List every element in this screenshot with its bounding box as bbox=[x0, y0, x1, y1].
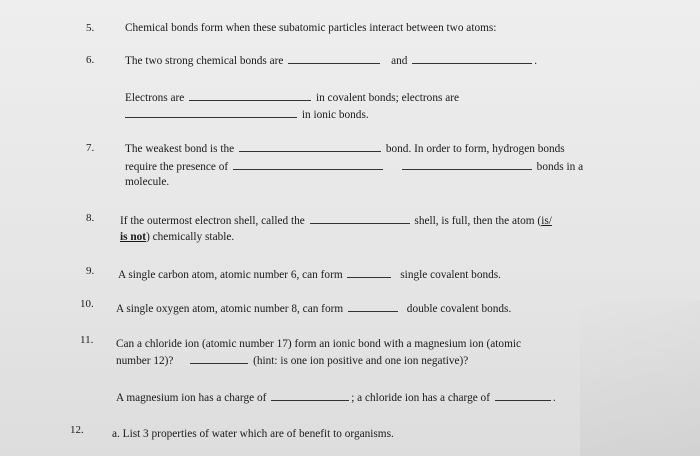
choice-is-not[interactable]: is not bbox=[120, 231, 147, 243]
answer-blank[interactable] bbox=[233, 160, 383, 170]
question-text: A single carbon atom, atomic number 6, can form bbox=[118, 269, 343, 281]
question-number: 12. bbox=[70, 424, 84, 436]
question-line bbox=[118, 268, 501, 282]
question-text: A magnesium ion has a charge of bbox=[116, 392, 267, 404]
answer-blank[interactable] bbox=[189, 91, 311, 101]
question-text: bond. In order to form, hydrogen bonds bbox=[385, 143, 565, 155]
question-text: Can a chloride ion (atomic number 17) form an ionic bond with a magnesium ion (atomic bbox=[116, 338, 522, 350]
question-text: (hint: is one ion positive and one ion negative)? bbox=[253, 355, 469, 367]
question-text: . bbox=[552, 392, 556, 404]
answer-blank[interactable] bbox=[347, 268, 391, 278]
question-text: in covalent bonds; electrons are bbox=[315, 92, 459, 104]
question-text: . bbox=[534, 55, 538, 67]
answer-blank[interactable] bbox=[348, 302, 398, 312]
choice-is[interactable]: is/ bbox=[541, 215, 552, 227]
answer-blank[interactable] bbox=[310, 214, 410, 224]
question-text: molecule. bbox=[125, 176, 170, 188]
page-shadow bbox=[580, 300, 700, 456]
question-text: A single oxygen atom, atomic number 8, can form bbox=[116, 303, 344, 315]
question-text: require the presence of bbox=[125, 161, 229, 173]
answer-blank[interactable] bbox=[125, 108, 297, 118]
question-text: a. List 3 properties of water which are of benefit to organisms. bbox=[112, 428, 394, 440]
question-number: 10. bbox=[80, 298, 94, 310]
question-number: 9. bbox=[86, 265, 95, 277]
question-text: ) chemically stable. bbox=[146, 231, 235, 243]
question-text: ; a chloride ion has a charge of bbox=[351, 392, 490, 404]
question-line bbox=[120, 231, 234, 244]
question-text: If the outermost electron shell, called the bbox=[120, 215, 305, 227]
question-number: 8. bbox=[86, 212, 95, 224]
answer-blank[interactable] bbox=[271, 391, 349, 401]
question-number: 11. bbox=[80, 334, 94, 346]
question-line bbox=[125, 91, 459, 105]
answer-blank[interactable] bbox=[495, 391, 551, 401]
question-text: number 12)? bbox=[116, 355, 174, 367]
question-line bbox=[116, 391, 556, 405]
question-line bbox=[116, 354, 468, 368]
question-line bbox=[125, 108, 369, 122]
question-text: and bbox=[391, 55, 408, 67]
answer-blank[interactable] bbox=[402, 160, 532, 170]
question-number: 6. bbox=[86, 54, 95, 66]
question-number: 5. bbox=[86, 22, 95, 34]
question-text: double covalent bonds. bbox=[406, 303, 512, 315]
question-text: The weakest bond is the bbox=[125, 143, 235, 155]
question-line bbox=[125, 160, 583, 174]
question-text: The two strong chemical bonds are bbox=[125, 55, 284, 67]
question-text: single covalent bonds. bbox=[400, 269, 501, 281]
question-line bbox=[125, 142, 565, 156]
question-line bbox=[125, 54, 537, 68]
question-text: Electrons are bbox=[125, 92, 185, 104]
answer-blank[interactable] bbox=[190, 354, 248, 364]
question-text: bonds in a bbox=[536, 161, 584, 173]
question-text: Chemical bonds form when these subatomic particles interact between two atoms: bbox=[125, 22, 497, 34]
answer-blank[interactable] bbox=[412, 54, 532, 64]
question-line bbox=[120, 214, 552, 228]
answer-blank[interactable] bbox=[288, 54, 380, 64]
question-text: in ionic bonds. bbox=[301, 109, 369, 121]
question-text: shell, is full, then the atom ( bbox=[414, 215, 542, 227]
question-number: 7. bbox=[86, 142, 95, 154]
question-line bbox=[116, 302, 511, 316]
answer-blank[interactable] bbox=[239, 142, 381, 152]
